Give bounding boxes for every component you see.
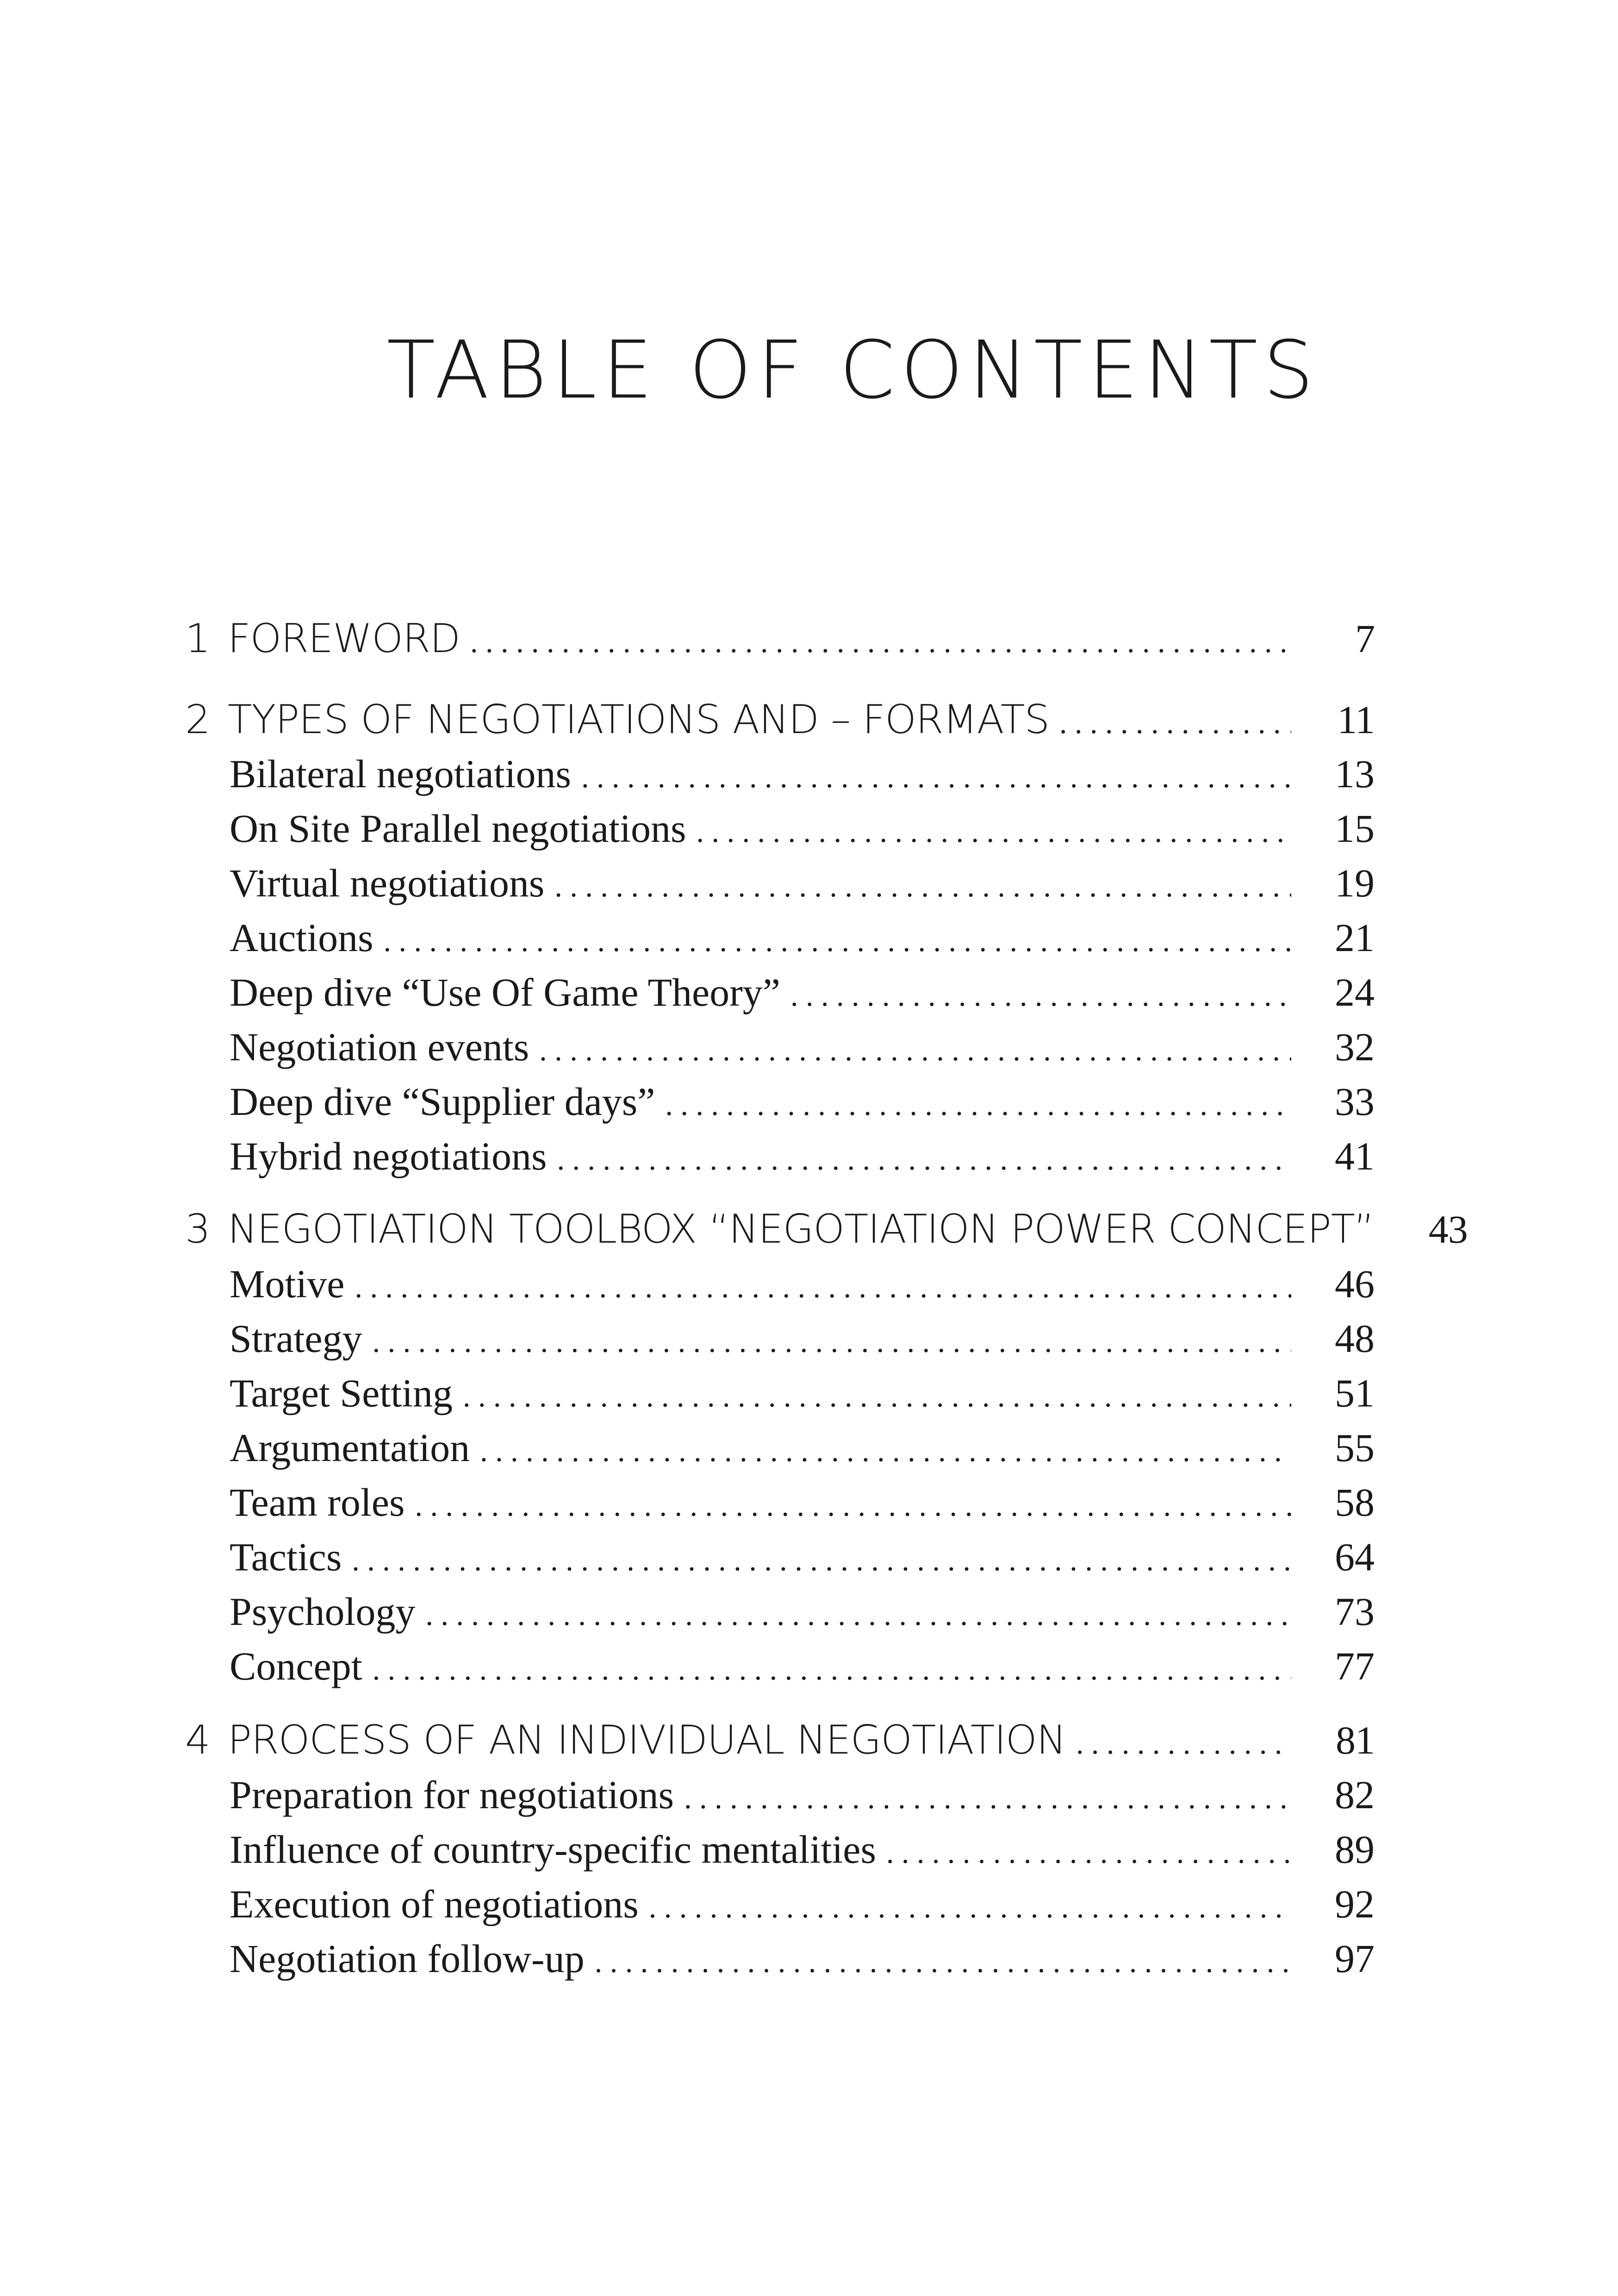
section-title: Bilateral negotiations (230, 752, 571, 796)
section-title: Team roles (230, 1480, 405, 1524)
dot-leader (557, 1142, 1291, 1177)
dot-leader (696, 815, 1291, 850)
toc-section[interactable] (185, 1534, 1375, 1580)
toc-section[interactable] (185, 1826, 1375, 1873)
section-title: Preparation for negotiations (230, 1773, 674, 1817)
chapter-title: TYPES OF NEGOTIATIONS AND – FORMATS (228, 697, 1050, 743)
section-title: Influence of country-specific mentalities (230, 1827, 876, 1872)
toc-chapter-4[interactable] (185, 1717, 1375, 1763)
toc-section[interactable] (185, 1881, 1375, 1927)
page-number: 77 (1335, 1644, 1375, 1688)
toc-section[interactable] (185, 1479, 1375, 1525)
page-number: 19 (1335, 861, 1375, 905)
page-number: 51 (1335, 1371, 1375, 1415)
section-title: Negotiation events (230, 1025, 529, 1069)
page-number: 11 (1337, 697, 1375, 742)
toc-section[interactable] (185, 805, 1375, 852)
page-number: 41 (1335, 1134, 1375, 1178)
page-number: 33 (1335, 1079, 1375, 1124)
dot-leader (1076, 1726, 1291, 1761)
toc-section[interactable] (185, 860, 1375, 906)
dot-leader (373, 1652, 1291, 1687)
dot-leader (684, 1781, 1291, 1816)
page-number: 32 (1335, 1025, 1375, 1069)
section-title: On Site Parallel negotiations (230, 806, 686, 851)
page-number: 82 (1335, 1773, 1375, 1817)
dot-leader (352, 1543, 1291, 1578)
page-title: TABLE OF CONTENTS (386, 324, 1319, 417)
page-number: 24 (1335, 970, 1375, 1014)
page-number: 73 (1335, 1589, 1375, 1634)
toc-chapter-3[interactable] (185, 1206, 1468, 1252)
page-number: 64 (1335, 1535, 1375, 1579)
toc-section[interactable] (185, 1425, 1375, 1471)
dot-leader (463, 1379, 1291, 1414)
page-number: 15 (1335, 806, 1375, 851)
page-number: 21 (1335, 915, 1375, 960)
section-title: Strategy (230, 1316, 362, 1361)
chapter-title: NEGOTIATION TOOLBOX “NEGOTIATION POWER CONCEPT” (228, 1206, 1374, 1252)
dot-leader (665, 1088, 1291, 1123)
dot-leader (384, 924, 1291, 959)
toc-section[interactable] (185, 1935, 1375, 1982)
dot-leader (355, 1270, 1291, 1305)
page-number: 43 (1428, 1207, 1468, 1251)
toc-section[interactable] (185, 1772, 1375, 1818)
toc-section[interactable] (185, 1133, 1375, 1179)
dot-leader (415, 1488, 1291, 1524)
page-number: 46 (1335, 1262, 1375, 1306)
page-number: 92 (1335, 1882, 1375, 1926)
section-title: Psychology (230, 1589, 416, 1634)
toc-chapter-1[interactable] (185, 616, 1375, 662)
chapter-number: 1 (185, 616, 210, 662)
toc-section[interactable] (185, 1024, 1375, 1070)
dot-leader (480, 1434, 1291, 1469)
dot-leader (539, 1033, 1291, 1068)
toc-section[interactable] (185, 915, 1375, 961)
page-number: 55 (1335, 1425, 1375, 1470)
section-title: Deep dive “Supplier days” (230, 1079, 655, 1124)
dot-leader (595, 1945, 1291, 1980)
toc-section[interactable] (185, 969, 1375, 1015)
toc-section[interactable] (185, 1261, 1375, 1307)
dot-leader (886, 1836, 1291, 1871)
section-title: Execution of negotiations (230, 1882, 639, 1926)
section-title: Motive (230, 1262, 345, 1306)
page-number: 48 (1335, 1316, 1375, 1361)
section-title: Deep dive “Use Of Game Theory” (230, 970, 780, 1014)
chapter-number: 4 (185, 1717, 210, 1763)
toc-section[interactable] (185, 1370, 1375, 1416)
dot-leader (1059, 706, 1291, 741)
section-title: Target Setting (230, 1371, 453, 1415)
page-number: 89 (1335, 1827, 1375, 1872)
chapter-title: FOREWORD (228, 616, 460, 662)
toc-section[interactable] (185, 1588, 1375, 1635)
toc-section[interactable] (185, 1643, 1375, 1689)
section-title: Virtual negotiations (230, 861, 545, 905)
section-title: Hybrid negotiations (230, 1134, 547, 1178)
page-number: 81 (1336, 1718, 1375, 1762)
section-title: Argumentation (230, 1425, 470, 1470)
dot-leader (470, 625, 1291, 660)
page-number: 58 (1335, 1480, 1375, 1524)
chapter-number: 3 (185, 1206, 210, 1252)
toc-section[interactable] (185, 1078, 1375, 1125)
toc-chapter-2[interactable] (185, 697, 1375, 743)
section-title: Tactics (230, 1535, 342, 1579)
page-number: 97 (1335, 1936, 1375, 1981)
dot-leader (373, 1325, 1291, 1360)
dot-leader (649, 1890, 1291, 1925)
section-title: Negotiation follow-up (230, 1936, 585, 1981)
page-number: 7 (1355, 616, 1375, 661)
dot-leader (581, 760, 1291, 795)
dot-leader (554, 869, 1291, 904)
chapter-number: 2 (185, 697, 210, 743)
section-title: Auctions (230, 915, 373, 960)
section-title: Concept (230, 1644, 362, 1688)
toc-section[interactable] (185, 1315, 1375, 1362)
toc-section[interactable] (185, 751, 1375, 797)
dot-leader (425, 1598, 1291, 1633)
page-number: 13 (1335, 752, 1375, 796)
chapter-title: PROCESS OF AN INDIVIDUAL NEGOTIATION (228, 1717, 1066, 1763)
dot-leader (790, 978, 1291, 1014)
